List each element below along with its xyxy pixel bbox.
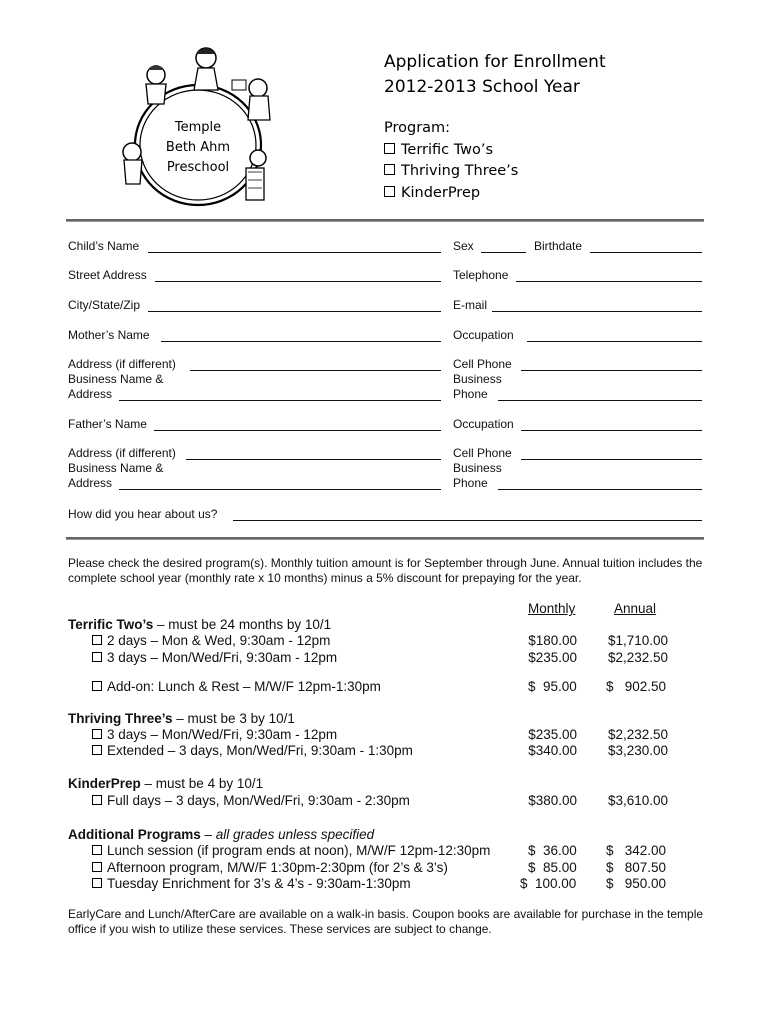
father-occupation-label: Occupation xyxy=(453,417,514,431)
section-note: – xyxy=(200,827,216,842)
section-note: – must be 24 months by 10/1 xyxy=(153,617,332,632)
mother-address-field[interactable] xyxy=(190,370,441,371)
checkbox-icon[interactable] xyxy=(384,143,395,154)
annual-price: $1,710.00 xyxy=(607,633,668,648)
child-name-label: Child’s Name xyxy=(68,239,140,253)
city-label: City/State/Zip xyxy=(68,298,141,312)
item-label: Afternoon program, M/W/F 1:30pm-2:30pm (for 2’s & 3’s) xyxy=(107,860,448,875)
list-item[interactable] xyxy=(92,743,413,760)
business-label: Business xyxy=(453,461,502,475)
program-option-label: Thriving Three’s xyxy=(401,163,519,179)
item-label: Tuesday Enrichment for 3’s & 4’s - 9:30am-1:30pm xyxy=(107,876,411,891)
program-option-twos xyxy=(384,140,518,162)
monthly-header: Monthly xyxy=(528,601,576,616)
address-different-label: Address (if different) xyxy=(68,446,176,460)
annual-price: $ 342.00 xyxy=(606,843,667,858)
father-field[interactable] xyxy=(154,430,441,431)
monthly-price: $380.00 xyxy=(528,793,577,808)
monthly-price: $ 95.00 xyxy=(528,679,577,694)
street-label: Street Address xyxy=(68,268,147,282)
mother-business-block xyxy=(68,357,176,402)
sex-label: Sex xyxy=(453,239,474,253)
mother-business-address-field[interactable] xyxy=(119,400,441,401)
annual-price: $2,232.50 xyxy=(607,650,668,665)
annual-price: $2,232.50 xyxy=(607,727,668,742)
program-choices xyxy=(384,118,518,204)
annual-price: $ 807.50 xyxy=(606,860,667,875)
section-terrific-twos xyxy=(68,617,331,634)
checkbox-icon[interactable] xyxy=(92,635,102,645)
section-name: Terrific Two’s xyxy=(68,617,154,632)
mother-phone-block xyxy=(453,357,512,402)
address-different-label: Address (if different) xyxy=(68,357,176,371)
item-label: Add-on: Lunch & Rest – M/W/F 12pm-1:30pm xyxy=(107,679,381,694)
program-option-label: Terrific Two’s xyxy=(401,141,494,158)
checkbox-icon[interactable] xyxy=(92,845,102,855)
birthdate-label: Birthdate xyxy=(534,239,583,253)
item-label: 3 days – Mon/Wed/Fri, 9:30am - 12pm xyxy=(107,727,338,742)
header-divider xyxy=(66,219,704,222)
checkbox-icon[interactable] xyxy=(92,862,102,872)
address-label: Address xyxy=(68,387,113,401)
monthly-price: $340.00 xyxy=(528,743,577,758)
email-label: E-mail xyxy=(453,298,488,312)
logo-line-3: Preschool xyxy=(166,160,230,175)
list-item[interactable] xyxy=(92,843,490,860)
checkbox-icon[interactable] xyxy=(384,164,395,175)
annual-price: $ 950.00 xyxy=(606,876,667,891)
father-business-address-field[interactable] xyxy=(119,489,441,490)
address-label: Address xyxy=(68,476,113,490)
program-option-label: KinderPrep xyxy=(401,184,481,201)
section-note-italic: all grades unless specified xyxy=(215,827,375,842)
form-divider xyxy=(66,537,704,540)
father-phone-block xyxy=(453,446,512,491)
program-option-threes xyxy=(384,161,518,183)
section-kinderprep xyxy=(68,776,263,793)
item-label: Lunch session (if program ends at noon), M/W/F 12pm-12:30pm xyxy=(107,843,491,858)
mother-occupation-label: Occupation xyxy=(453,328,514,342)
cell-phone-label: Cell Phone xyxy=(453,357,512,371)
monthly-price: $235.00 xyxy=(528,727,577,742)
annual-price: $3,230.00 xyxy=(607,743,668,758)
checkbox-icon[interactable] xyxy=(92,745,102,755)
list-item[interactable] xyxy=(92,793,410,810)
business-label: Business xyxy=(453,372,502,386)
father-occupation-field[interactable] xyxy=(521,430,702,431)
monthly-price: $ 85.00 xyxy=(528,860,577,875)
logo-line-1: Temple xyxy=(174,120,222,135)
checkbox-icon[interactable] xyxy=(92,652,102,662)
annual-price: $ 902.50 xyxy=(606,679,667,694)
monthly-price: $ 36.00 xyxy=(528,843,577,858)
mother-cell-field[interactable] xyxy=(521,370,702,371)
section-thriving-threes xyxy=(68,711,295,728)
checkbox-icon[interactable] xyxy=(384,186,395,197)
mother-label: Mother’s Name xyxy=(68,328,150,342)
section-name: Thriving Three’s xyxy=(68,711,173,726)
sex-field[interactable] xyxy=(481,252,526,253)
intro-text: Please check the desired program(s). Monthly tuition amount is for September through June. Annual tuition includes the complete school year (monthly rate x 10 months) minus a 5% discount for prepaying for the year. xyxy=(68,556,703,585)
item-label: Full days – 3 days, Mon/Wed/Fri, 9:30am - 2:30pm xyxy=(107,793,410,808)
telephone-field[interactable] xyxy=(516,281,702,282)
father-business-phone-field[interactable] xyxy=(498,489,702,490)
list-item[interactable] xyxy=(92,650,337,667)
city-field[interactable] xyxy=(148,311,441,312)
phone-label: Phone xyxy=(453,387,488,401)
business-name-label: Business Name & xyxy=(68,461,164,475)
monthly-price: $235.00 xyxy=(528,650,577,665)
father-address-field[interactable] xyxy=(186,459,441,460)
list-item[interactable] xyxy=(92,876,411,893)
list-item[interactable] xyxy=(92,727,337,744)
telephone-label: Telephone xyxy=(453,268,509,282)
mother-field[interactable] xyxy=(161,341,441,342)
logo-text xyxy=(118,118,278,178)
mother-occupation-field[interactable] xyxy=(527,341,702,342)
annual-header: Annual xyxy=(614,601,657,616)
list-item[interactable] xyxy=(92,679,381,696)
birthdate-field[interactable] xyxy=(590,252,702,253)
cell-phone-label: Cell Phone xyxy=(453,446,512,460)
father-business-block xyxy=(68,446,176,491)
section-name: KinderPrep xyxy=(68,776,141,791)
title-line-1: Application for Enrollment xyxy=(384,52,606,72)
logo-line-2: Beth Ahm xyxy=(165,140,231,155)
program-option-kinderprep xyxy=(384,183,518,205)
section-additional-programs xyxy=(68,827,374,844)
section-note: – must be 3 by 10/1 xyxy=(172,711,295,726)
preschool-logo xyxy=(118,40,288,220)
annual-price: $3,610.00 xyxy=(607,793,668,808)
title-line-2: 2012-2013 School Year xyxy=(384,77,580,97)
list-item[interactable] xyxy=(92,633,330,650)
checkbox-icon[interactable] xyxy=(92,681,102,691)
list-item[interactable] xyxy=(92,860,448,877)
checkbox-icon[interactable] xyxy=(92,795,102,805)
street-field[interactable] xyxy=(155,281,441,282)
item-label: Extended – 3 days, Mon/Wed/Fri, 9:30am - 1:30pm xyxy=(107,743,413,758)
hear-label: How did you hear about us? xyxy=(68,507,218,521)
father-cell-field[interactable] xyxy=(521,459,702,460)
monthly-price: $180.00 xyxy=(528,633,577,648)
item-label: 2 days – Mon & Wed, 9:30am - 12pm xyxy=(107,633,331,648)
section-note: – must be 4 by 10/1 xyxy=(140,776,264,791)
hear-field[interactable] xyxy=(233,520,702,521)
phone-label: Phone xyxy=(453,476,488,490)
checkbox-icon[interactable] xyxy=(92,878,102,888)
child-name-field[interactable] xyxy=(148,252,441,253)
monthly-price: $ 100.00 xyxy=(520,876,577,891)
footer-note: EarlyCare and Lunch/AfterCare are available on a walk-in basis. Coupon books are available for purchase in the temple office if you wish to utilize these services. These services are subject to change. xyxy=(68,907,704,936)
section-name: Additional Programs xyxy=(68,827,201,842)
program-label: Program: xyxy=(384,120,451,136)
document-title xyxy=(384,50,606,100)
item-label: 3 days – Mon/Wed/Fri, 9:30am - 12pm xyxy=(107,650,338,665)
mother-business-phone-field[interactable] xyxy=(498,400,702,401)
email-field[interactable] xyxy=(492,311,702,312)
business-name-label: Business Name & xyxy=(68,372,164,386)
checkbox-icon[interactable] xyxy=(92,729,102,739)
father-label: Father’s Name xyxy=(68,417,147,431)
